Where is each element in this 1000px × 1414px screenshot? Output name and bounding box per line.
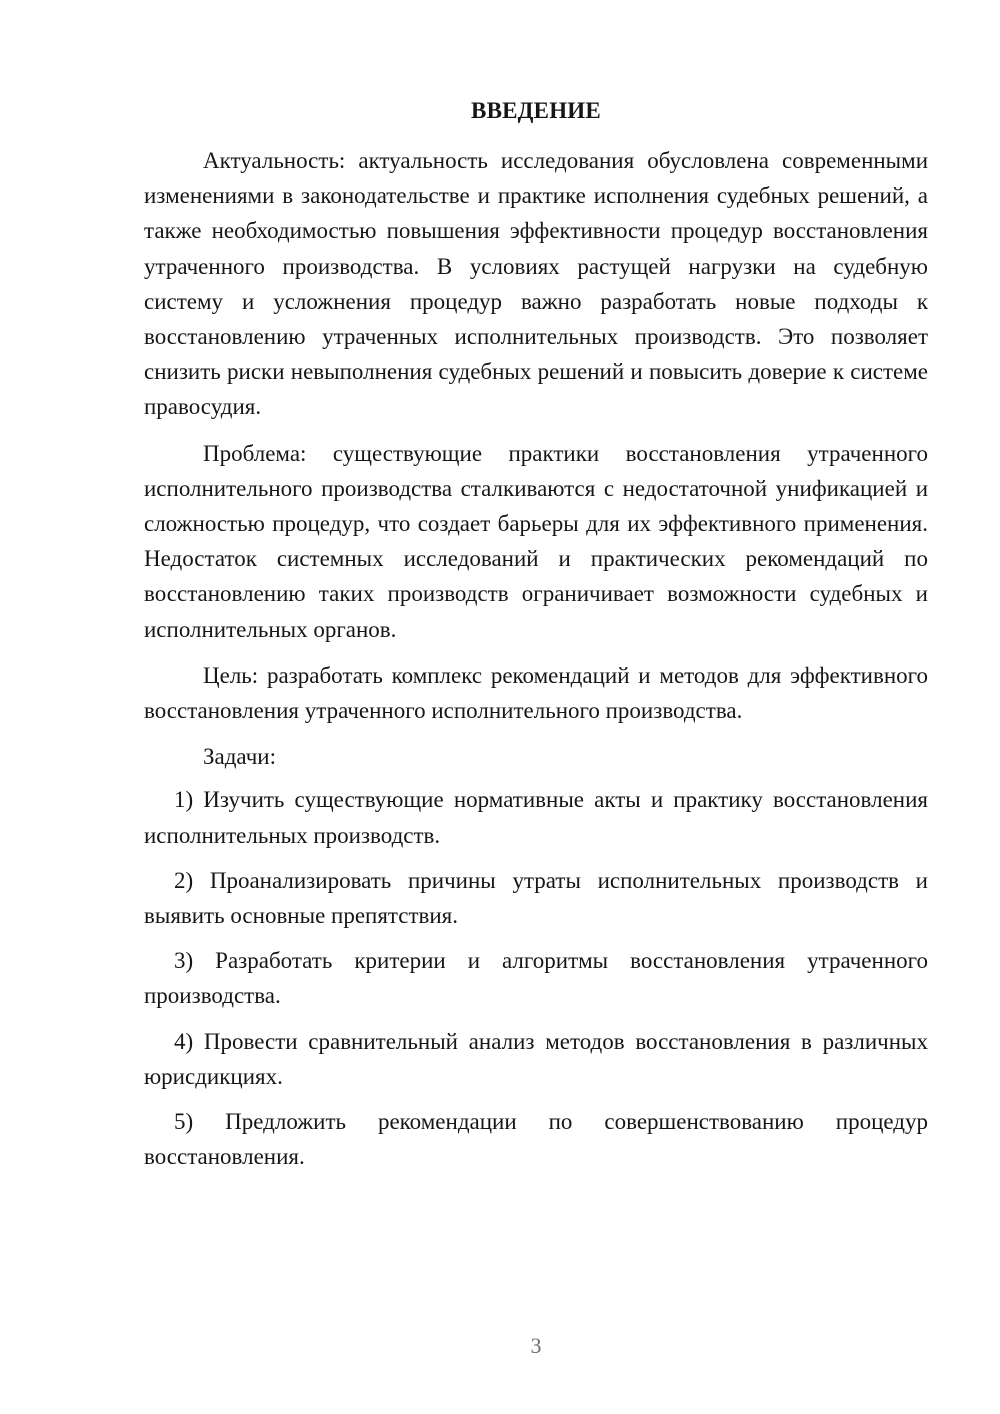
paragraph-relevance: Актуальность: актуальность исследования обусловлена современными изменениями в законодательстве и практике исполнения судебных решений, а также необходимостью повышения эффективности процедур восстановления утраченного производства. В условиях растущей нагрузки на судебную систему и усложнения процедур важно разработать новые подходы к восстановлению утраченных исполнительных производств. Это позволяет снизить риски невыполнения судебных решений и повысить доверие к системе правосудия.	[144, 148, 928, 420]
task-item-1: 1) Изучить существующие нормативные акты и практику восстановления исполнительных производств.	[144, 787, 928, 848]
task-item-4: 4) Провести сравнительный анализ методов восстановления в различных юрисдикциях.	[144, 1028, 928, 1089]
paragraph-goal: Цель: разработать комплекс рекомендаций и методов для эффективного восстановления утраченного исполнительного производства.	[144, 662, 928, 724]
task-item-3: 3) Разработать критерии и алгоритмы восстановления утраченного производства.	[144, 948, 928, 1009]
section-title: ВВЕДЕНИЕ	[471, 98, 601, 123]
tasks-heading: Задачи:	[203, 744, 276, 770]
page-number: 3	[530, 1333, 542, 1358]
paragraph-problem: Проблема: существующие практики восстановления утраченного исполнительного производства сталкиваются с недостаточной унификацией и сложностью процедур, что создает барьеры для их эффективного применения. Недостаток системных исследований и практических рекомендаций по восстановлению таких производств ограничивает возможности судебных и исполнительных органов.	[144, 440, 928, 642]
document-body	[144, 143, 928, 1174]
task-item-2: 2) Проанализировать причины утраты исполнительных производств и выявить основные препятствия.	[144, 867, 928, 929]
task-item-5: 5) Предложить рекомендации по совершенствованию процедур восстановления.	[144, 1109, 928, 1170]
